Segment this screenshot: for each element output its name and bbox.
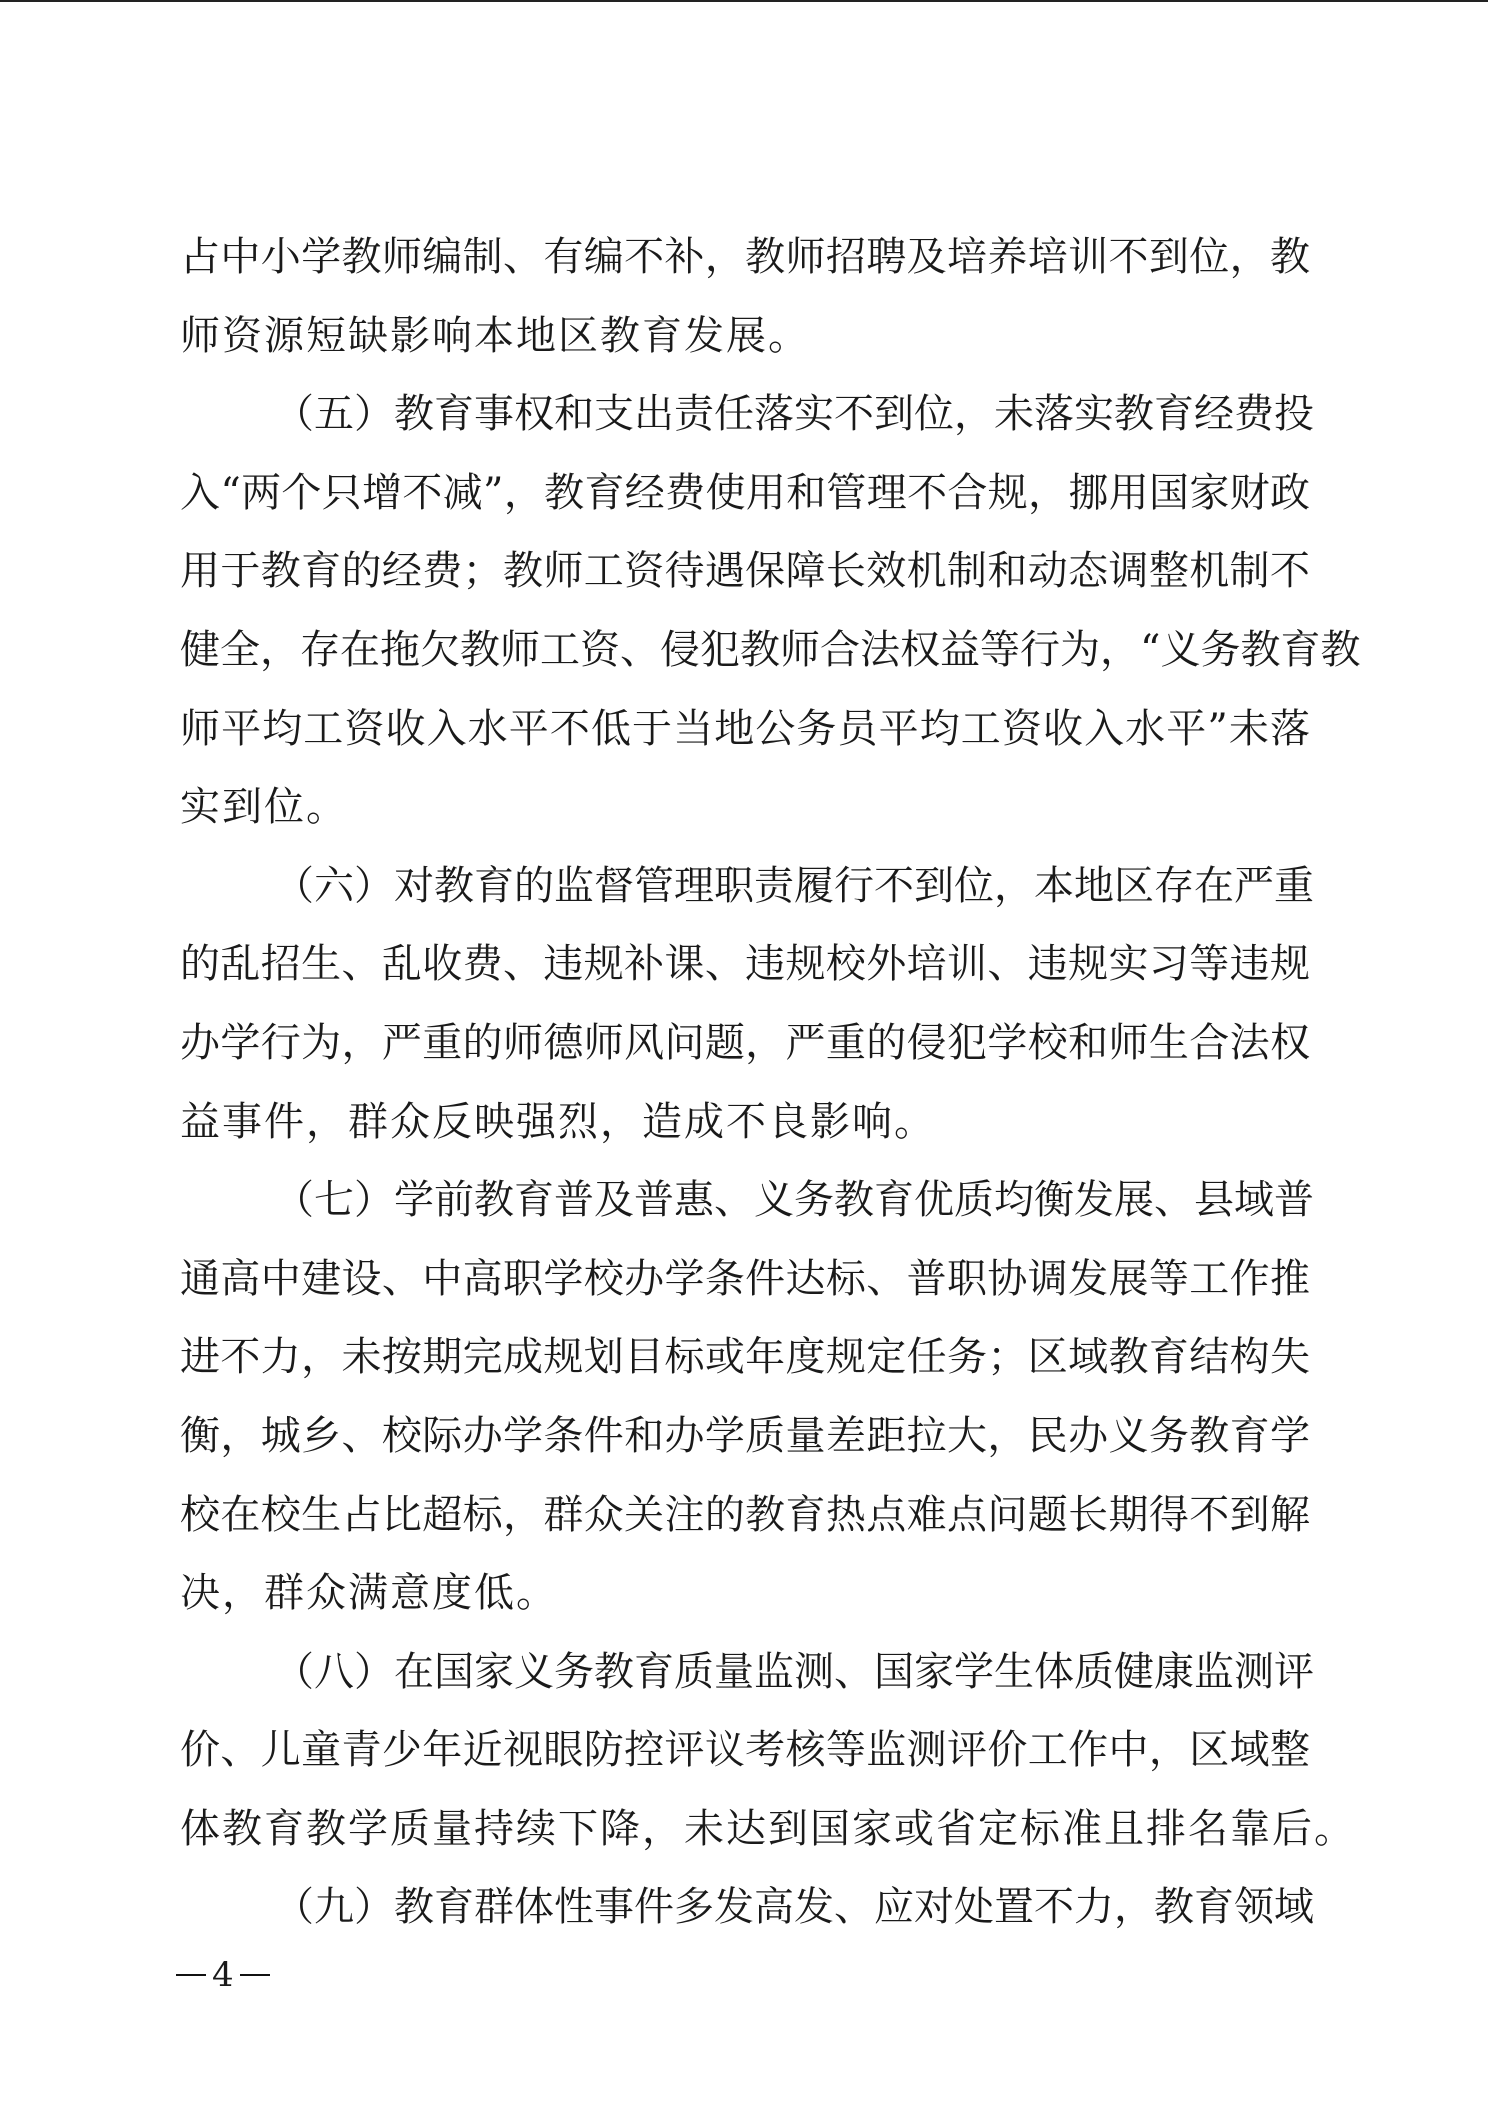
text-line: 入“两个只增不减”，教育经费使用和管理不合规，挪用国家财政 — [180, 469, 1310, 516]
text-line: 师资源短缺影响本地区教育发展。 — [180, 312, 810, 359]
paragraph — [180, 1633, 1356, 1869]
document-body — [180, 218, 1361, 1947]
page-number: 4 — [212, 1955, 234, 1995]
paragraph — [180, 1161, 1314, 1633]
text-line: （八）在国家义务教育质量监测、国家学生体质健康监测评 — [274, 1648, 1314, 1695]
text-line: 办学行为，严重的师德师风问题，严重的侵犯学校和师生合法权 — [180, 1019, 1310, 1066]
footer-dash-left — [176, 1974, 206, 1976]
top-border-line — [0, 0, 1488, 2]
paragraph — [180, 218, 1310, 375]
paragraph — [180, 1868, 1314, 1947]
text-line: 师平均工资收入水平不低于当地公务员平均工资收入水平”未落 — [180, 705, 1310, 752]
text-line: 通高中建设、中高职学校办学条件达标、普职协调发展等工作推 — [180, 1255, 1310, 1302]
text-line: 校在校生占比超标，群众关注的教育热点难点问题长期得不到解 — [180, 1491, 1310, 1538]
text-line: （七）学前教育普及普惠、义务教育优质均衡发展、县域普 — [274, 1177, 1314, 1224]
text-line: 益事件，群众反映强烈，造成不良影响。 — [180, 1098, 936, 1145]
paragraph — [180, 847, 1314, 1161]
text-line: （五）教育事权和支出责任落实不到位，未落实教育经费投 — [274, 391, 1314, 438]
text-line: 体教育教学质量持续下降，未达到国家或省定标准且排名靠后。 — [180, 1805, 1356, 1852]
text-line: 实到位。 — [180, 784, 348, 831]
text-line: 占中小学教师编制、有编不补，教师招聘及培养培训不到位，教 — [180, 234, 1310, 280]
footer-dash-right — [240, 1974, 270, 1976]
text-line: 的乱招生、乱收费、违规补课、违规校外培训、违规实习等违规 — [180, 941, 1310, 988]
text-line: 用于教育的经费；教师工资待遇保障长效机制和动态调整机制不 — [180, 548, 1310, 595]
text-line: （九）教育群体性事件多发高发、应对处置不力，教育领域 — [274, 1884, 1314, 1931]
text-line: 进不力，未按期完成规划目标或年度规定任务；区域教育结构失 — [180, 1334, 1310, 1381]
text-line: 决，群众满意度低。 — [180, 1570, 558, 1617]
paragraph — [180, 375, 1361, 847]
text-line: 价、儿童青少年近视眼防控评议考核等监测评价工作中，区域整 — [180, 1727, 1310, 1774]
text-line: 健全，存在拖欠教师工资、侵犯教师合法权益等行为，“义务教育教 — [180, 626, 1361, 673]
text-line: 衡，城乡、校际办学条件和办学质量差距拉大，民办义务教育学 — [180, 1412, 1310, 1459]
page-footer — [176, 1955, 270, 1995]
text-line: （六）对教育的监督管理职责履行不到位，本地区存在严重 — [274, 862, 1314, 909]
